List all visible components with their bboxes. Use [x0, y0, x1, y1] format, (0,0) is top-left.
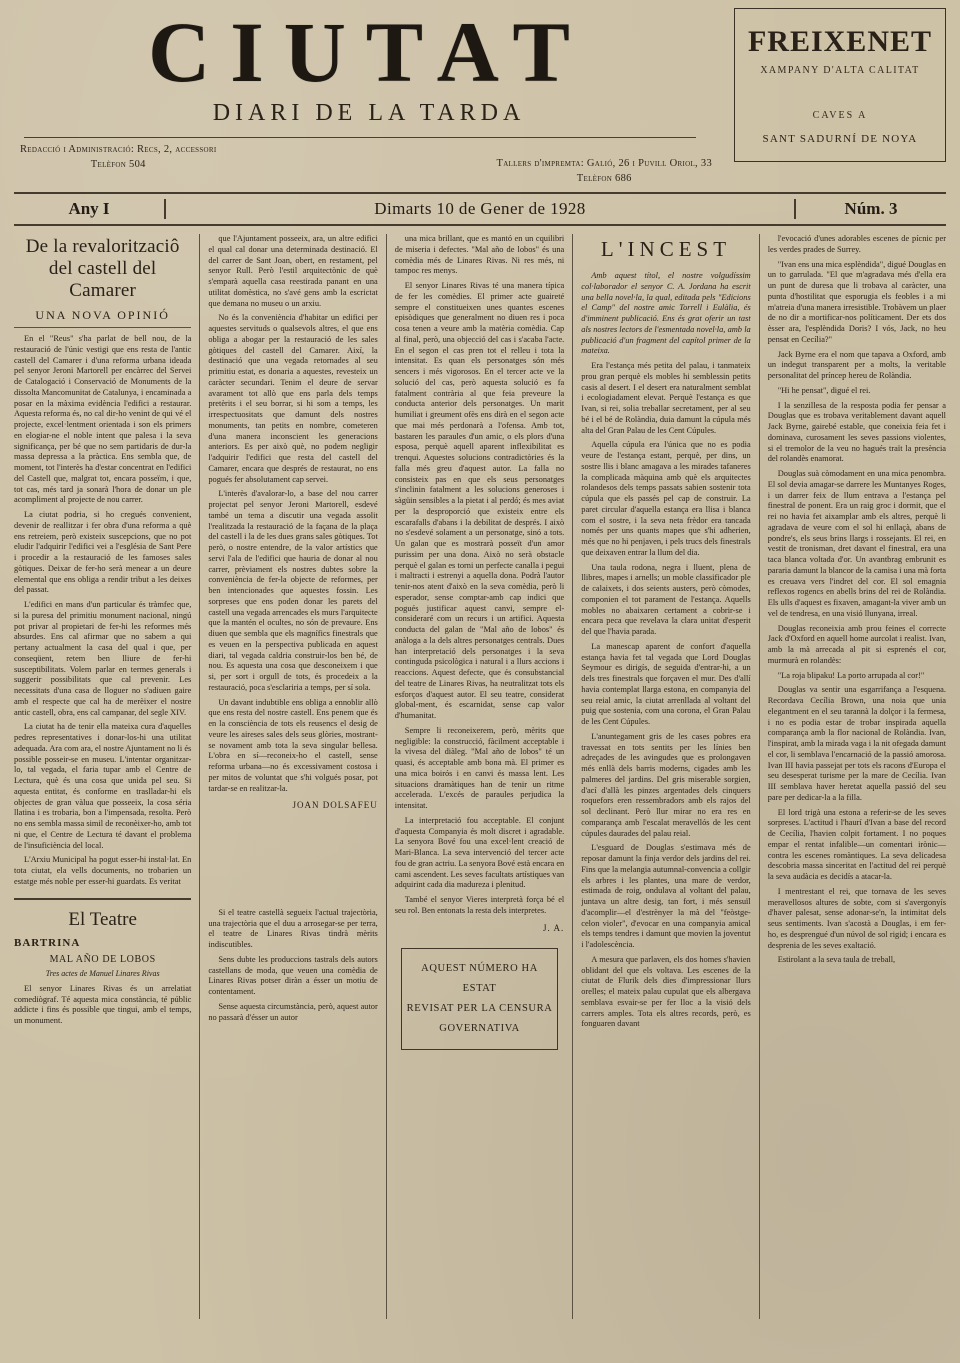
incest2-p4: "Hi he pensat", digué el rei.	[777, 385, 871, 395]
issue-number: Núm. 3	[794, 199, 946, 219]
issue-year: Any I	[14, 199, 166, 219]
incest2-p3: Jack Byrne era el nom que tapava a Oxford, amb un indegut transparent per a molts, la veritable personalitat del príncep hereu de Rolàndia.	[767, 349, 946, 381]
incest-headline: L'INCEST	[600, 237, 732, 262]
masthead-admin	[20, 142, 217, 186]
column-4	[573, 234, 759, 1319]
masthead-subtitle: DIARI DE LA TARDA	[212, 99, 526, 126]
advertisement-freixenet[interactable]	[734, 8, 946, 162]
article2-byline: J. A.	[542, 922, 565, 933]
issue-bar	[14, 192, 946, 226]
article1b-p1: que l'Ajuntament posseeix, ara, un altre edifici el qual cal donar una determinada destinació. El del carrer de Sant Joan, obert, en restament, pel senyor Rull. Però l'estil arquitectònic de què s'emparà aquella casa reestirada panant en una utilitat domèstica, no s'avé gens amb la escrictat que demana no museu o un arxiu.	[208, 234, 378, 308]
incest2-p8: "La roja blipaku! La porto arrupada al cor!"	[777, 670, 925, 680]
teatre-p3: Sens dubte les produccions tastrals dels autors castellans de moda, que veuen una comèdia de Linares Rivas potser diràn a ésser un motiu de contentament.	[208, 954, 378, 997]
article1-byline: JOAN DOLSAFEU	[292, 800, 378, 811]
incest2-p6: Douglas suà còmodament en una mica penombra. El sol devia amagar-se darrere les Muntanyes Roges, i un darrer feix de llum entrava a l'estança pel finestral de ponent. Era un raig groc i dormit, que el rei no havia fet aixamplar amb els altres, perquè li agradava de veure com el sol hi enllaçà, abans de pondre's, els seus brins llargs i rossejants. El rei, en vestit de tronisman, dret davant el finestral, era una taca blanca voltada d'or. Un avantbrag embrunit es pararia damunt la blancor de la camisa i una mà forta es creuava vers l'indret del cor. El sol emagnia reflexos rogencs en abells brins del rei de Rolàndia. Els ulls d'aquest es fixaven, amagant-la viver amb un vel de tendresa, en una visió llunyana, irreal.	[767, 469, 946, 618]
article2-p1: una mica brillant, que es mantó en un cquilibri de miseria i defectes. "Mal año de lobos" és una comèdia més de Linares Rivas. Ni res més, ni tampoc res menys.	[394, 234, 565, 276]
column-1	[14, 234, 200, 1319]
incest2-p12: Estirolant a la seva taula de treball,	[777, 955, 896, 965]
article1-p5: L'Arxiu Municipal ha pogut esser-hi instal·lat. En tota ciutat, ela vells documents, no trobarien un estatge més noble per esser-hi guardats. Es veritat	[14, 855, 192, 886]
incest-epigraph: Amb aquest títol, el nostre volgudíssim col·laborador el senyor C. A. Jordana ha escrit una bella novel·la, la qual, editada pels "Edicions el Camp" del nostre amic Torrell i Eulàlia, és d'imminent publicació. Ens és grat oferir un tast als nostres lectors de l'esmentada novel·la, amb la publicació d'un fragment del capítol primer de la mateixa.	[581, 271, 751, 356]
issue-date: Dimarts 10 de Gener de 1928	[374, 199, 586, 219]
incest2-p5: I la senzillesa de la resposta podia fer pensar a Douglas que es trobava veritablement davant aquell Jack Byrne, gairebé estable, que coneixia feia fet i dominava, curosament les seves passions violentes, si el tremolor de la veu no hagués traït la presència del rolandès enamorat.	[767, 400, 946, 464]
article2-p5: També el senyor Vieres interpretà força bé el seu rol. Ben entonats la resta dels interpretes.	[394, 895, 565, 915]
article1-p1: En el "Reus" s'ha parlat de bell nou, de la restauració de l'únic vestigi que ens resta de l'antic castell del Camarer i d'una reforma urbana ideada pel senyor Jeroni Martorell per encàrrec del Servei de Catalogació i Conservació de Monuments de la dissolta Mancomunitat de Catalunya, i encaminada a posar en la màxima evidència l'edifici a restaurar. Aquesta reforma és, no cal dir-ho venint de qui vé el projecte, excel·lentment orientada i son els primers en elogiar-ne el noble intent que palesa i la seva significança, per bé que no sem partidaris de dur-la massa depressa a la pràctica. Ens sembla que, de moment, tot l'interès ha d'estar concentrat en l'edifici del Castell que, malgrat tot, encara posseïm, i que, tot cas, més tard ja sonarà l'hora de donar un ple acompliment al projecte de nou carrer.	[14, 334, 192, 505]
incest-p1: Era l'estança més petita del palau, i tanmateix prou gran perquè els mobles hi semblessin petits casis al desert. I el desert era naturalment semblat i ecologiadament elevat. Perquè l'estança es que Ivan, si rei, solia treballar secretament, per al seu bé i el bé de Rolàndia, duia damunt la cúpula més alta del Gran Palau de les Cent Cúpules.	[581, 361, 751, 435]
censorship-line3: GOVERNATIVA	[439, 1022, 520, 1034]
masthead-left	[14, 4, 724, 186]
masthead-admin-line1: Redacció i Administració: Recs, 2, accessori	[20, 143, 217, 155]
masthead-workshop-line1: Tallers d'impremta: Galió, 26 i Puvill Oriol, 33	[496, 157, 712, 169]
incest2-p2: "Ivan ens una mica esplèndida", digué Douglas en un to garrulada. "El que m'agradava més d'ella era un punt de duresa que li trobava al caràcter, una punta d'hostilitat que esporugia els feobles i a mi m'atreia d'una manera irresistible. Trobàvem un plaer de no dir a mortificar-nos políticament. Der ets dos èsser ara, l'esplèndida Doris? I vós, Jack, no heu pensat en Cecília?"	[767, 259, 946, 344]
column-2-spacer	[208, 812, 377, 908]
teatre-p2: Si el teatre castellà segueix l'actual trajectòria, una trajectòria que el duu a arrosegar-se per terra, el teatre de Linares Rivas tindrà mèrits indiscutibles.	[208, 907, 378, 950]
incest-p5: L'anuntegament gris de les cases pobres era travessat en tots sentits per les línies ben adreçades de les avingudes que es prolongaven més enllà dels barris moderns, cigades amb les palmeres del jardins. Del gris miserable sorgien, d'ací d'allà les pinzes argentades dels cinquers roquefors eren ressembradors amb els rajos del sol declinant. Però llur mirar no era res en comparança amb l'escalat meravellós de les cent cúpules daurades del palau reial.	[581, 731, 751, 838]
incest2-p7: Douglas reconeixia amb prou feines el correcte Jack d'Oxford en aquell home aurcolat i realist. Ivan, amb la mà arrecada al pit si esprenés el cor, murmurà en rolandès:	[767, 623, 946, 665]
column-5	[760, 234, 946, 1319]
incest2-p9: Douglas va sentir una esgarrifança a l'esquena. Recordava Cecília Brown, una noia que unia elegantment en el seu tarannà la dolçor i la fermesa, i no es podia estar de trobar inspirada aquella comparança amb la flor nacional de Rolàndia. Ivan, l'inspirat, amb la mirada vaga i la nit ofegada damunt el cor, li semblava l'encarnació de la passió amorosa. Ivan III havia passejat per tots els racons d'Europa el seu desesperat turisme per la mare de Cecília. Ivan III semblava haver heretat aquella passió del seu pare per dedicar-la a la filla.	[767, 685, 946, 802]
article2-p3: Sempre li reconeixerem, però, mèrits que negligible: la construcció, fàcilment acceptable i la vivesa del diàleg. "Mal año de lobos" té un quasi, és acceptable amb bona mà. El primer es una mica boirós i en canvi és massa lent. Les situacions dramàtiques han de tenir un ritme accelerada. L'excés de paraules perjudica la intensitat.	[394, 725, 565, 811]
article1b-p3: L'interès d'avalorar-lo, a base del nou carrer projectat pel senyor Jeroni Martorell, esdevé també un tema a discutir una vegada assolit l'realitzada la restauració de la façana de la plaça del castell i la de les dues grans sales gòtiques. Tot però, o nostre entendre, de la valor artístics que servi l'ala de l'edifici que hauria de donar al nou carrer, prèviament els nostres dubtes sobre la conveniència de fer-la objecte de reformes, per ben intencionades que aquestes fossin. Les sorpreses que ens poden donar les parets del castell una vegada arrencades els murs l'arquitecte que la mantén el ocultes, no són de prevaure. Ens diuen que sembla que els magnífics finestrals que es veuen en la perspectiva publicada en aquest diari, tal vegada caldria construir-los ben bé, de nou. Es aquesta una cosa que desconeixem i que si, per sort i orgull de tots, és procedeix a la restauració, poca s'esclariria a temps, per sí sola.	[208, 489, 378, 692]
column-2	[200, 234, 386, 1319]
article1b-p4: Un davant indubtible ens obliga a ennoblir allò que ens resta del nostre castell. Ens penem que és en la consciència de tots els reusencs el desig de veure les aireses sales dels seus glòries, mostrant-se novament amb tota la seva singular bellesa. L'obra en sí—reconeix-ho el castell, sense reforma urbana—no és excessivament costosa i per mitos de voluntat que s'hi volgués posar, pot tardar-se en realitzar-la.	[208, 697, 378, 793]
teatre-play-title: MAL AÑO DE LOBOS	[49, 953, 156, 965]
column-3	[387, 234, 573, 1319]
censorship-notice	[401, 948, 558, 1050]
masthead	[14, 4, 946, 186]
article1b-p2: No és la conveniència d'habitar un edifici per aquestes servituds o qualsevols altres, el que ens obliga a abogar per la restauració de les sales gòtiques del castell del Camarer. Així, la destinació que una vegada retornades al seu primitiu estat, es donaria a aquestes, revesteix un caràcter secundari. Tenim el deure de servar avarament tot allò que ens parla dels temps pretèrits i el seu borrar, si hi som a temps, les irrespectuositats que damunt dels nostres monuments, tan petits en nombre, cometeren d'una manera inconscient les generacions anteriors. Es per això què, no podem negligir l'adquirir l'edifici que resta del castell del Camarer, encara que després de restaurat, no ens pogués fer absolutament cap servei.	[208, 313, 378, 484]
censorship-line2: REVISAT PER LA CENSURA	[406, 1003, 553, 1015]
article2-p4: La interpretació fou acceptable. El conjunt d'aquesta Companyia és molt discret i agradable. La senyora Bové fou una excel·lent creació de Mari-Blanca. La seva intervenció del tercer acte fou de gran actriu. La senyora Bové està encara en cami ascendent. Les seves facultats artístiques van adquirint cada dia madureza i plenitud.	[394, 815, 565, 890]
masthead-info	[14, 142, 724, 186]
ad-brand-name: FREIXENET	[747, 25, 933, 58]
masthead-divider	[24, 137, 696, 138]
article1-p3: L'edifici en mans d'un particular és tràmfec que, si la puresa del primitiu monument nacional, ningú pot privar al propietari de fer-hi les reformes més absurdes. Ens cal afirmar que no sabem a qui pertany actualment la casa del qual i que, per conseqüent, retem ben lliure de fer-hi susceptibilitats. Volem parlar en termes generals i suggerir possibilitats que cal prevenir. Les necessitats d'una casa de lloguer no s'adiuen gaire amb el respecte que cal ha de merèixer el nostre antic castell, obra, ens cal campanar, del segle XIV.	[14, 600, 192, 717]
teatre-p4: Sense aquesta circumstància, però, aquest autor no passarà d'ésser un autor	[208, 1001, 378, 1022]
ad-caves-label: CAVES A	[812, 110, 868, 121]
page-title: CIUTAT	[148, 4, 590, 100]
article-columns	[14, 234, 946, 1319]
teatre-p1: El senyor Linares Rivas és un arrelatiat comediògraf. Té aquesta mica constància, té públic addicte i fins és possible que tingui, amb el temps, un monument.	[14, 983, 192, 1026]
incest-p2: Aquella cúpula era l'única que no es podia veure de l'estança estant, perquè, per dins, un sostre llis i blanc amagava a les mirades tafaneres la complicada màquina amb què els arquitectes rolandesos dels temps passats sabien sostenir tota cúpula que els passés pel cap de construir. La paret circular d'aquella estança era llisa i blanca com el sostre, i la seva neta frèdor era tancada només per uns quants mapes que s'hi adherien, més que no hi penjaven, i pels trucs dels finestrals que deixaven entrar la llum del dia.	[581, 440, 751, 557]
incest2-p10: El lord trigà una estona a referir-se de les seves sorpreses. L'actitud i l'haurí d'Ivan a base del record de Cecília, l'havien colpit fortament. I no poques empar el rentat infalible—un comentari irònic—contra les escenes romàntiques. La seva delicadesa descobria massa sinceritat en l'actitud del rei perquè la seva audàcia es decidís a atacar-la.	[767, 807, 946, 882]
masthead-workshop	[496, 142, 712, 186]
article1-p4: La ciutat ha de tenir ella mateixa cura d'aquelles pedres representatives i donar-los-hi una utilitat adequada. Ara com ara, el nostre Ajuntament no li és possible posseir-se en museu. L'intentar organitzar-lo, tal vegada, el faria tupar amb el Centre de Lectura, què és una cosa que unida pel seu. Si aquesta entitat, és conforme en traslladar-hi els objectes de gran vàlua que posseeix, la cosa séria llatina i es trobaria, bon a l'impensada, resolta. Però no ens sembla massa simil de reconèixer-ho, amb tot ni que, el Centre de Lectura té davant el problema de l'insuficiència del local.	[14, 722, 192, 850]
incest-p4: La manescap aparent de confort d'aquella estança havia fet tal vegada que Lord Douglas Seymour es dirigís, de seguida d'entrar-hi, a un dels tres finestrals que forçaven el mur. Des d'allí havia contemplat llarga estona, en companyia del seu reial amic, la ciutat arrenllada al voltant del puig que sostenia, com una corona, el Gran Palau de les Cent Cúpules.	[581, 641, 751, 726]
incest2-p1: l'evocació d'unes adorables escenes de pícnic per les verdes prades de Surrey.	[767, 234, 946, 254]
teatre-play-credit: Tres actes de Manuel Linares Rivas	[45, 968, 160, 978]
article1-subhead: UNA NOVA OPINIÓ	[14, 308, 191, 328]
masthead-admin-line2: Telèfon 504	[90, 158, 146, 170]
masthead-workshop-line2: Telèfon 686	[576, 172, 632, 184]
censorship-line1: AQUEST NÚMERO HA ESTAT	[421, 963, 538, 995]
incest-p3: Una taula rodona, negra i lluent, plena de llibres, mapes i arnells; un moble classificador ple de calaixets, i dos seients austers, però còmodes, componien el tot parament de l'estança. Aquells mobles no abaixaren certament a cobrir-se i encara peca que revelava la clara unitat d'esperit del que l'havia parada.	[581, 562, 751, 636]
ad-place: SANT SADURNÍ DE NOYA	[762, 133, 918, 145]
article1-headline: De la revaloritzaciô del castell del Camarer	[25, 236, 180, 301]
teatre-section	[14, 898, 191, 1027]
incest2-p11: I mentrestant el rei, que tornava de les seves meravellosos altures de sobte, com si s'avergonyís d'haver palesat, sense adonar-se'n, la intimitat dels seus sentiments. Ivan s'acostà a Douglas, i em fer-ho, es desprengué d'un núvol de sol rigid; i encara es desprenia de les seves exaltació.	[767, 886, 946, 950]
article1-p2: La ciutat podria, si ho cregués convenient, devenir de reallitzar i fer obra d'una reforma a què ens retreiem, però existeix suscepcions, que no pot eludir l'adquirir l'edifici vei a l'església de Sant Pere i procedir a la restauració de les famoses sales gòtiques. Deixar de fer-ho serà menear a un deure elemental que ens obliga a rendir tribut a les deixes del passat.	[14, 510, 192, 595]
teatre-headline: El Teatre	[68, 908, 137, 930]
incest-p6: L'esguard de Douglas s'estimava més de reposar damunt la finja verdor dels jardins del rei. Fins que la melangia autumnal-convencia a collgir els arbres i les plantes, una mare de verdor, estimada de roig, ondulava al voltant del palau, juntava un altre desig, tan fort, i més sensuïl d'acomplir—el d'estrènyer la mà del "feòstge-celon violer", d'evocar en una companyia amical els temps tendres i damunt que movien la joventut i l'adolescència.	[581, 843, 751, 949]
article2-p2: El senyor Linares Rivas té una manera típica de fer les comèdies. El primer acte guaireté sempre el constitueixen unes quantes escenes episòdiques que generalment no diuen res i poca cosa tenen a veure amb la matèria comèdia. Cap al final, però, una objecció del cas i s'acaba l'acte. En el segon el cas pren tot el relleu i tota la intensitat. Es quan els personatges són més sencers i més vigorosos. En el tercer acte ve la solució del cas, però aquesta solució es fa fatalment contrària al que feia preveure la conducta anterior dels personatges. Un marit humiliat i greument ofès ens dirà en el segon acte que mai més perdonarà a l'ofensa. Amb tot, bastaren les paraules d'un amic, o els plors d'una esposa, perquè aquell aparent inflexibilitat es trenqui. Aquestes solucions contradictòries és la falla més greu d'aquest autor. La falla no consisteix pas en que els seus personatges s'inclinin fatalment a les solucions generoses i sàgüin sensibles a la pietat i al perdó; és mes aviat per la desproporció que existeix entre els escarafalls d'abans i la debilitat de després. I això no s'esdevé solament a un personatge, sinó a tots. Un galan que es mostrarà posseït d'un amor purissim per una dona. Això no serà obstacle perquè el galan es torni un perfecte canalla i pegui i maltracti i estrenyi a aquella dona. Podrà l'autor tenir-nos atent d'això en la seva comèdia, però li esperador, sense comptar-amb cap indici que pogués justificar aquest canvi, sempre el-consideraré com un recurs i un artifici. Aquesta conducta del galan de "Mal año de lobos" és anàloga a la dels altres personatges centrals. Dues han interpretació dels personatges i la seva continguda psicològica i natural i a llurs accions i reaccions. Aquest defecte, que és consubstancial del teatre de Linares Rivas, ha neutralitzat tots els esforços d'aquest autor. El seu teatre, considerat global-ment, és escarnidat, sense cap valor d'humanitat.	[394, 281, 565, 721]
ad-tagline: XAMPANY D'ALTA CALITAT	[760, 65, 920, 76]
incest-p7: A mesura que parlaven, els dos homes s'havien oblidant del que els voltava. Les escenes de la ciutat de Flurik dels dies d'impressionar llurs orelles; el mateix palau cupulat que els albergava semblava esvair-se per fer lloc a la visió dels carrers amples. Tota els altres records, però, es fonguaren davant	[581, 954, 751, 1029]
teatre-company: BARTRINA	[14, 936, 81, 949]
